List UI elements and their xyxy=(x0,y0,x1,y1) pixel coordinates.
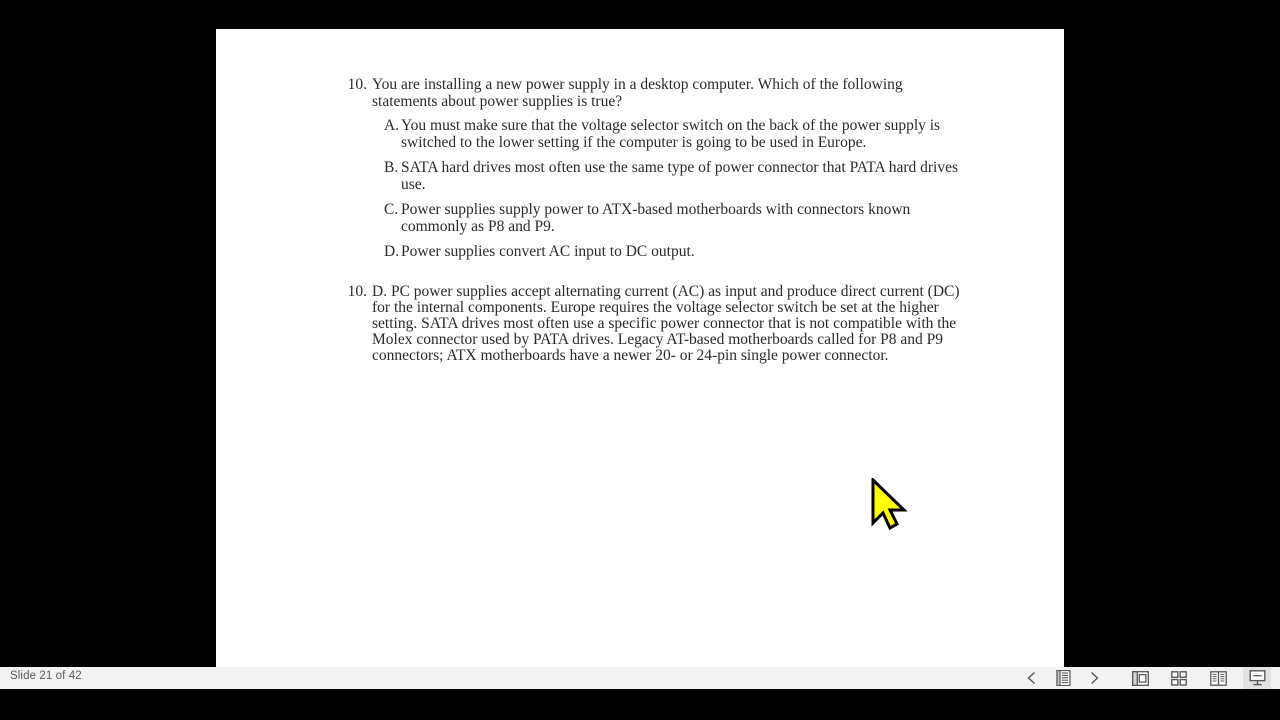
question-number: 10. xyxy=(347,76,367,93)
slide-counter-label: Slide 21 of 42 xyxy=(10,670,82,682)
option-d[interactable] xyxy=(384,244,960,261)
option-c-text: Power supplies supply power to ATX-based motherboards with connectors known commonly as P8 and P9. xyxy=(401,201,911,235)
normal-view-icon xyxy=(1132,671,1149,686)
option-a[interactable] xyxy=(384,118,960,151)
option-d-letter: D. xyxy=(384,243,400,260)
option-d-text: Power supplies convert AC input to DC output. xyxy=(401,243,695,260)
notes-icon xyxy=(1056,670,1071,686)
chevron-left-icon xyxy=(1026,671,1038,685)
slide-show-button[interactable] xyxy=(1243,667,1271,689)
slide-content xyxy=(346,77,960,364)
question-text: You are installing a new power supply in a desktop computer. Which of the following statements about power supplies is true? xyxy=(372,76,903,110)
option-b[interactable] xyxy=(384,160,960,193)
slide-show-icon xyxy=(1249,670,1266,686)
slide-sorter-icon xyxy=(1171,671,1187,686)
normal-view-button[interactable] xyxy=(1126,667,1154,689)
answer-number: 10. xyxy=(347,282,367,300)
answer-explanation-block xyxy=(346,284,960,364)
next-slide-button[interactable] xyxy=(1080,667,1108,689)
question-row xyxy=(346,77,960,110)
option-b-text: SATA hard drives most often use the same type of power connector that PATA hard drives use. xyxy=(401,159,958,193)
option-c-letter: C. xyxy=(384,201,399,218)
mouse-cursor xyxy=(869,478,913,530)
option-c[interactable] xyxy=(384,202,960,235)
option-b-letter: B. xyxy=(384,159,399,176)
chevron-right-icon xyxy=(1088,671,1100,685)
reading-view-button[interactable] xyxy=(1204,667,1232,689)
notes-button[interactable] xyxy=(1049,667,1077,689)
reading-view-icon xyxy=(1210,671,1227,686)
slide-sorter-button[interactable] xyxy=(1165,667,1193,689)
answer-options-list xyxy=(346,118,960,261)
slide-canvas[interactable] xyxy=(216,29,1064,667)
option-a-letter: A. xyxy=(384,117,400,134)
previous-slide-button[interactable] xyxy=(1018,667,1046,689)
question-block xyxy=(346,77,960,261)
bottom-letterbox xyxy=(0,689,1280,720)
arrow-pointer-icon xyxy=(873,480,904,528)
answer-explanation-text: D. PC power supplies accept alternating current (AC) as input and produce direct current (DC) for the internal components. Europe requires the voltage selector switch be set at the higher setting. SATA drives most often use a specific power connector that is not compatible with the Molex connector used by PATA drives. Legacy AT-based motherboards called for P8 and P9 connectors; ATX motherboards have a newer 20- or 24-pin single power connector. xyxy=(372,282,960,364)
option-a-text: You must make sure that the voltage selector switch on the back of the power supply is switched to the lower setting if the computer is going to be used in Europe. xyxy=(401,117,941,151)
